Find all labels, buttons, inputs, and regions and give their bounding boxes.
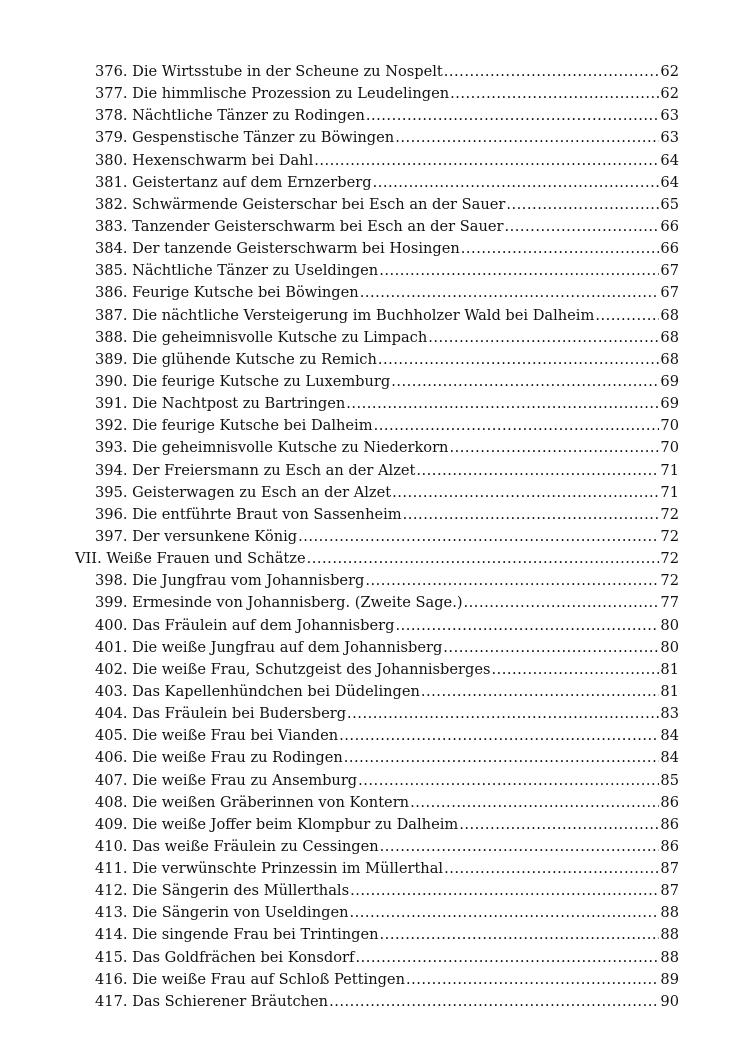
toc-entry-page: 72 [660,505,679,523]
toc-entry-title: Die weißen Gräberinnen von Kontern [132,793,410,811]
toc-entry-title: Der tanzende Geisterschwarm bei Hosingen [132,240,460,258]
toc-entry-number: 402. [95,660,128,678]
toc-entry-label [95,150,313,172]
toc-entry-number: 384. [95,240,128,258]
dot-leader [506,194,659,216]
toc-entry-page: 63 [660,129,679,147]
dot-leader [464,592,660,614]
toc-entry-number: 396. [95,505,128,523]
toc-entry-title: Die weiße Frau bei Vianden [132,727,339,745]
toc-entry[interactable] [75,592,679,614]
table-of-contents [75,61,679,1013]
toc-entry-number: 385. [95,262,128,280]
toc-entry-label [95,460,415,482]
toc-entry-title: Die Nachtpost zu Bartringen [132,395,346,413]
toc-entry[interactable] [75,747,679,769]
toc-entry-number: 407. [95,771,128,789]
toc-entry-title: Hexenschwarm bei Dahl [132,151,314,169]
toc-entry-label [95,83,449,105]
toc-entry-number: 381. [95,173,128,191]
toc-entry[interactable] [75,327,679,349]
dot-leader [373,172,660,194]
toc-entry-page: 81 [660,660,679,678]
toc-entry-title: Geisterwagen zu Esch an der Alzet [132,483,392,501]
toc-entry[interactable] [75,902,679,924]
toc-entry[interactable] [75,127,679,149]
toc-entry-label [95,371,390,393]
toc-entry-label [95,194,505,216]
dot-leader [344,747,660,769]
toc-entry-label [95,570,364,592]
toc-entry-page: 70 [660,439,679,457]
toc-entry-title: Die feurige Kutsche zu Luxemburg [132,372,391,390]
toc-entry-label [95,703,346,725]
toc-entry-title: Die nächtliche Versteigerung im Buchholzer Wald bei Dalheim [132,306,595,324]
toc-entry[interactable] [75,947,679,969]
toc-entry-label [95,327,427,349]
toc-entry-label [95,991,328,1013]
toc-entry-label [95,260,378,282]
toc-entry-label [95,415,373,437]
toc-entry-label [95,637,442,659]
toc-entry-label [95,592,463,614]
toc-entry-page: 64 [660,173,679,191]
toc-entry-page: 72 [660,572,679,590]
toc-entry-number: 397. [95,527,128,545]
dot-leader [444,858,659,880]
toc-entry-page: 85 [660,771,679,789]
toc-entry-title: Die verwünschte Prinzessin im Müllerthal [132,860,444,878]
toc-entry-number: 405. [95,727,128,745]
toc-entry-page: 69 [660,395,679,413]
toc-entry-number: 382. [95,195,128,213]
toc-entry-label [95,770,357,792]
toc-entry-number: 404. [95,705,128,723]
toc-entry[interactable] [75,371,679,393]
toc-entry[interactable] [75,415,679,437]
toc-entry-number: VII. [75,550,102,568]
toc-entry[interactable] [75,172,679,194]
toc-entry[interactable] [75,792,679,814]
dot-leader [449,437,659,459]
toc-entry-number: 401. [95,638,128,656]
toc-entry-label [95,393,345,415]
toc-entry-page: 62 [660,85,679,103]
toc-entry[interactable] [75,393,679,415]
toc-entry-label [95,437,448,459]
dot-leader [421,681,660,703]
toc-entry-label [95,305,594,327]
toc-entry-page: 71 [660,483,679,501]
toc-entry-label [95,105,365,127]
toc-entry-title: Das Fräulein bei Budersberg [132,705,347,723]
toc-entry[interactable] [75,216,679,238]
dot-leader [379,260,659,282]
dot-leader [428,327,659,349]
dot-leader [378,349,660,371]
toc-entry-page: 66 [660,217,679,235]
toc-entry[interactable] [75,349,679,371]
toc-entry-number: 392. [95,417,128,435]
toc-entry-page: 70 [660,417,679,435]
toc-entry-title: Der versunkene König [132,527,298,545]
toc-entry-page: 68 [660,306,679,324]
toc-entry-number: 416. [95,970,128,988]
toc-entry-number: 413. [95,904,128,922]
toc-entry[interactable] [75,482,679,504]
toc-entry-label [95,615,394,637]
toc-entry-page: 80 [660,638,679,656]
toc-entry-number: 391. [95,395,128,413]
dot-leader [347,703,659,725]
dot-leader [595,305,659,327]
toc-entry[interactable] [75,770,679,792]
toc-entry-number: 398. [95,572,128,590]
toc-entry[interactable] [75,969,679,991]
toc-entry-label [95,172,372,194]
toc-entry-title: Die geheimnisvolle Kutsche zu Niederkorn [132,439,449,457]
dot-leader [350,902,660,924]
toc-entry[interactable] [75,437,679,459]
toc-entry-page: 86 [660,837,679,855]
toc-entry-number: 410. [95,837,128,855]
toc-entry-page: 63 [660,107,679,125]
toc-entry-title: Die singende Frau bei Trintingen [132,926,379,944]
dot-leader [298,526,659,548]
toc-entry-title: Die Sängerin des Müllerthals [132,882,350,900]
toc-entry[interactable] [75,814,679,836]
dot-leader [444,61,660,83]
toc-entry-title: Die entführte Braut von Sassenheim [132,505,402,523]
dot-leader [350,880,659,902]
toc-entry[interactable] [75,548,679,570]
toc-entry-number: 376. [95,63,128,80]
dot-leader [339,725,659,747]
toc-entry-page: 88 [660,926,679,944]
toc-entry-number: 388. [95,328,128,346]
toc-entry[interactable] [75,305,679,327]
toc-entry-number: 409. [95,815,128,833]
toc-entry-label [95,880,349,902]
toc-entry[interactable] [75,194,679,216]
toc-entry-title: Feurige Kutsche bei Böwingen [132,284,359,302]
toc-entry[interactable] [75,615,679,637]
toc-entry-label [95,238,460,260]
dot-leader [374,415,660,437]
toc-entry[interactable] [75,526,679,548]
toc-entry-label [95,947,354,969]
toc-entry-title: Die himmlische Prozession zu Leudelingen [132,85,450,103]
toc-entry[interactable] [75,681,679,703]
toc-entry-page: 65 [660,195,679,213]
toc-entry-number: 383. [95,217,128,235]
toc-entry-title: Das Fräulein auf dem Johannisberg [132,616,395,634]
dot-leader [406,969,659,991]
dot-leader [346,393,659,415]
toc-entry-label [95,504,402,526]
toc-entry-number: 386. [95,284,128,302]
toc-entry-label [95,482,391,504]
toc-entry[interactable] [75,238,679,260]
toc-entry-title: Das Goldfrächen bei Konsdorf [132,948,355,966]
toc-entry-label [95,282,359,304]
toc-entry-title: Die feurige Kutsche bei Dalheim [132,417,373,435]
toc-entry-title: Die weiße Joffer beim Klompbur zu Dalheim [132,815,459,833]
toc-entry-title: Die weiße Frau zu Ansemburg [132,771,358,789]
toc-entry-label [95,858,443,880]
dot-leader [391,371,659,393]
toc-entry-label [95,725,338,747]
toc-entry-number: 387. [95,306,128,324]
dot-leader [358,770,659,792]
toc-entry-title: Der Freiersmann zu Esch an der Alzet [132,461,416,479]
toc-entry-page: 86 [660,793,679,811]
toc-entry-label [75,548,306,570]
toc-entry-page: 84 [660,749,679,767]
toc-entry-title: Ermesinde von Johannisberg. (Zweite Sage.) [132,594,463,612]
toc-entry[interactable] [75,991,679,1013]
toc-entry[interactable] [75,924,679,946]
toc-entry-title: Nächtliche Tänzer zu Useldingen [132,262,379,280]
toc-entry-title: Tanzender Geisterschwarm bei Esch an der Sauer [132,217,504,235]
toc-entry-label [95,747,343,769]
toc-entry-title: Die Sängerin von Useldingen [132,904,349,922]
toc-entry-page: 77 [660,594,679,612]
toc-entry-page: 71 [660,461,679,479]
dot-leader [459,814,659,836]
toc-entry-page: 67 [660,262,679,280]
toc-entry-label [95,969,405,991]
toc-entry[interactable] [75,83,679,105]
dot-leader [491,659,659,681]
toc-entry-label [95,659,490,681]
toc-entry-title: Das weiße Fräulein zu Cessingen [132,837,379,855]
dot-leader [392,482,659,504]
toc-entry-number: 403. [95,682,128,700]
dot-leader [355,947,659,969]
toc-entry-title: Gespenstische Tänzer zu Böwingen [132,129,395,147]
dot-leader [307,548,660,570]
toc-entry-page: 83 [660,705,679,723]
toc-entry[interactable] [75,460,679,482]
toc-entry-page: 69 [660,372,679,390]
toc-entry-title: Die geheimnisvolle Kutsche zu Limpach [132,328,428,346]
toc-entry-number: 394. [95,461,128,479]
toc-entry[interactable] [75,105,679,127]
toc-entry-number: 379. [95,129,128,147]
toc-entry-page: 89 [660,970,679,988]
dot-leader [416,460,659,482]
toc-entry-number: 389. [95,350,128,368]
toc-entry-title: Die weiße Frau, Schutzgeist des Johannisberges [132,660,491,678]
toc-entry[interactable] [75,725,679,747]
dot-leader [380,924,660,946]
toc-entry-label [95,792,409,814]
toc-entry-number: 380. [95,151,128,169]
toc-entry-label [95,216,503,238]
toc-entry-title: Die weiße Frau zu Rodingen [132,749,343,767]
dot-leader [395,127,659,149]
toc-entry-title: Die weiße Jungfrau auf dem Johannisberg [132,638,443,656]
toc-entry-title: Das Schierener Bräutchen [132,992,329,1010]
toc-entry[interactable] [75,504,679,526]
toc-entry-number: 400. [95,616,128,634]
toc-entry[interactable] [75,858,679,880]
toc-entry-page: 88 [660,904,679,922]
dot-leader [380,836,660,858]
toc-entry[interactable] [75,703,679,725]
toc-entry-label [95,902,349,924]
toc-entry-number: 377. [95,85,128,103]
toc-entry-title: Weiße Frauen und Schätze [106,550,306,568]
dot-leader [366,105,660,127]
toc-entry-number: 417. [95,992,128,1010]
toc-entry-title: Die Wirtsstube in der Scheune zu Nospelt [132,63,443,80]
toc-entry-page: 68 [660,328,679,346]
toc-entry-page: 64 [660,151,679,169]
toc-entry-title: Die weiße Frau auf Schloß Pettingen [132,970,405,988]
toc-entry-page: 66 [660,240,679,258]
toc-entry-number: 415. [95,948,128,966]
dot-leader [314,150,659,172]
toc-entry-page: 67 [660,284,679,302]
toc-entry-number: 408. [95,793,128,811]
toc-entry-label [95,349,377,371]
toc-entry-page: 81 [660,682,679,700]
toc-entry[interactable] [75,836,679,858]
toc-entry-label [95,526,297,548]
dot-leader [360,282,660,304]
toc-entry-title: Geistertanz auf dem Ernzerberg [132,173,372,191]
toc-entry-number: 406. [95,749,128,767]
dot-leader [450,83,659,105]
toc-entry-number: 395. [95,483,128,501]
toc-entry-page: 87 [660,860,679,878]
toc-entry[interactable] [75,260,679,282]
toc-entry-label [95,127,394,149]
toc-entry-title: Die glühende Kutsche zu Remich [132,350,377,368]
toc-entry-label [95,836,379,858]
dot-leader [365,570,659,592]
toc-entry-number: 393. [95,439,128,457]
toc-entry-page: 68 [660,350,679,368]
toc-entry-page: 87 [660,882,679,900]
dot-leader [443,637,659,659]
toc-entry-page: 84 [660,727,679,745]
toc-entry[interactable] [75,282,679,304]
toc-entry-page: 88 [660,948,679,966]
toc-entry-page: 62 [660,63,679,80]
toc-entry-number: 411. [95,860,128,878]
toc-entry-page: 80 [660,616,679,634]
toc-entry-title: Die Jungfrau vom Johannisberg [132,572,365,590]
toc-entry-title: Nächtliche Tänzer zu Rodingen [132,107,365,125]
toc-entry[interactable] [75,880,679,902]
toc-entry-label [95,814,458,836]
toc-entry-title: Schwärmende Geisterschar bei Esch an der Sauer [132,195,506,213]
toc-entry-page: 86 [660,815,679,833]
toc-entry-title: Das Kapellenhündchen bei Düdelingen [132,682,420,700]
toc-entry-page: 72 [660,527,679,545]
toc-entry[interactable] [75,637,679,659]
toc-entry-label [95,681,420,703]
toc-entry-label [95,924,379,946]
toc-entry-number: 378. [95,107,128,125]
toc-entry-number: 414. [95,926,128,944]
dot-leader [504,216,659,238]
toc-entry[interactable] [75,61,679,83]
toc-entry-label [95,61,443,83]
toc-entry-page: 72 [660,550,679,568]
toc-entry-page: 90 [660,992,679,1010]
toc-entry-number: 390. [95,372,128,390]
dot-leader [461,238,660,260]
toc-entry-number: 412. [95,882,128,900]
dot-leader [403,504,660,526]
dot-leader [410,792,659,814]
toc-entry[interactable] [75,150,679,172]
toc-entry[interactable] [75,659,679,681]
dot-leader [395,615,659,637]
dot-leader [329,991,659,1013]
toc-entry-number: 399. [95,594,128,612]
toc-entry[interactable] [75,570,679,592]
